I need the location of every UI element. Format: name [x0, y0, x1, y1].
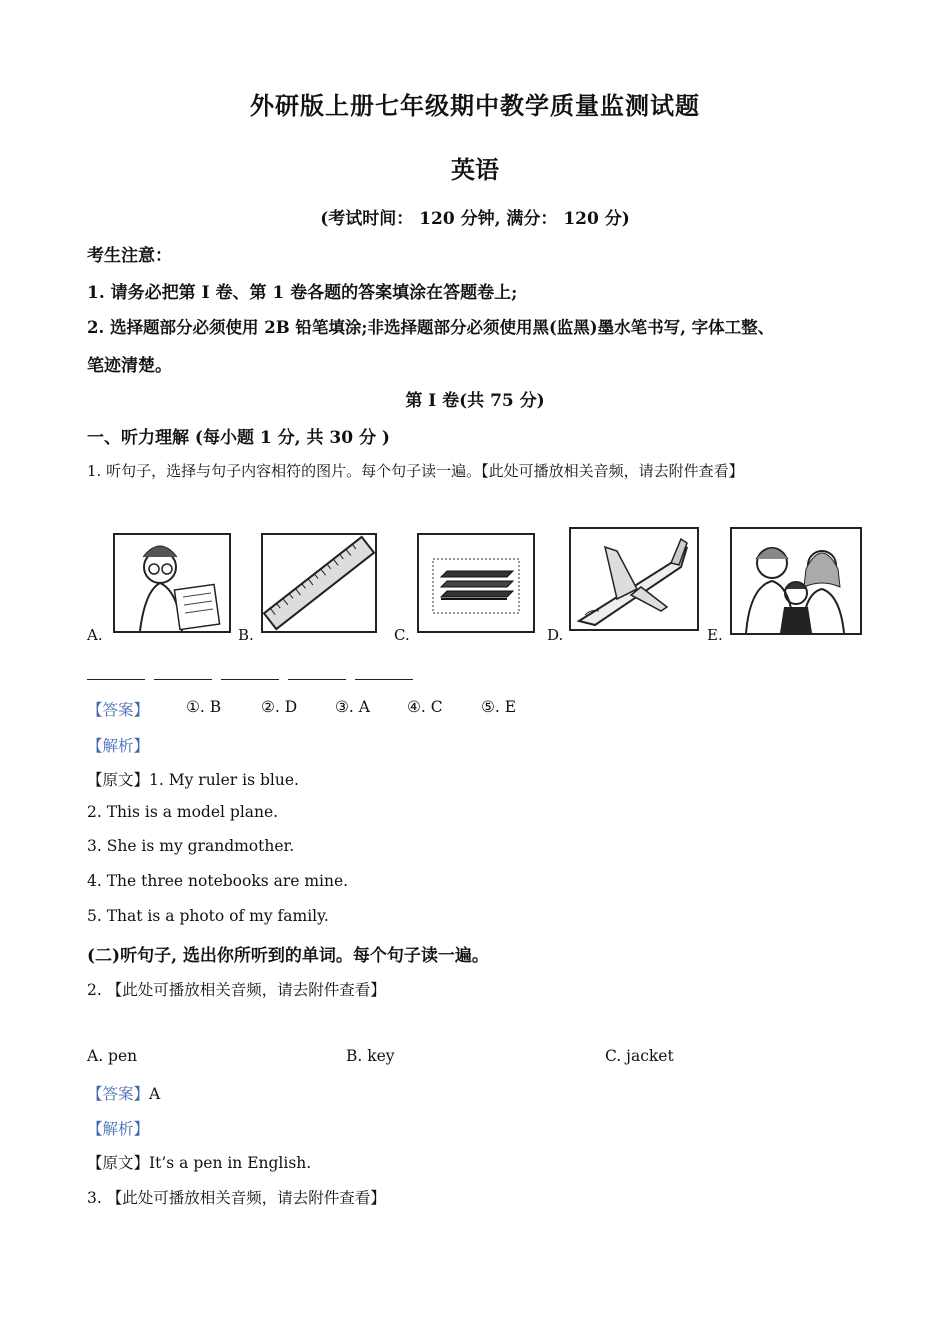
notice-item-2: 2. 选择题部分必须使用 2B 铅笔填涂;非选择题部分必须使用黑(监黑)墨水笔书写, 字体工整、: [87, 318, 775, 337]
notice-heading: 考生注意：: [87, 246, 172, 266]
q1-source-line-1: [87, 768, 299, 790]
option-e-label: E.: [707, 626, 723, 644]
answer-blank-4[interactable]: [288, 679, 346, 680]
q1-source-line-3: 3. She is my grandmother.: [87, 837, 295, 855]
q1-source-line-2: 2. This is a model plane.: [87, 803, 279, 821]
section2-heading: (二)听句子, 选出你所听到的单词。每个句子读一遍。: [87, 946, 489, 966]
q2-analysis-tag: 【解析】: [87, 1120, 150, 1138]
q2-option-c[interactable]: C. jacket: [605, 1047, 674, 1065]
q2-source-tag: 【原文】: [87, 1154, 150, 1172]
q2-option-b[interactable]: B. key: [346, 1047, 395, 1065]
answer-blank-1[interactable]: [87, 679, 145, 680]
exam-info: (考试时间： 120 分钟, 满分： 120 分): [320, 209, 630, 229]
grandmother-reading-picture: [113, 533, 231, 633]
q1-source-line-4: 4. The three notebooks are mine.: [87, 872, 349, 890]
answer-blank-2[interactable]: [154, 679, 212, 680]
q2-source: [87, 1151, 311, 1173]
notice-item-2-cont: 笔迹清楚。: [87, 356, 172, 376]
q1-answer-3: ③. A: [335, 698, 370, 716]
q1-answer-4: ④. C: [407, 698, 443, 716]
q1-analysis-tag: 【解析】: [87, 737, 150, 755]
family-photo-picture: [730, 527, 862, 635]
q2-answer-tag: 【答案】: [87, 1085, 150, 1103]
notebooks-picture: [417, 533, 535, 633]
q1-source-line-5: 5. That is a photo of my family.: [87, 907, 329, 925]
q2-source-text: It’s a pen in English.: [149, 1154, 312, 1172]
model-plane-picture: [569, 527, 699, 631]
notice-item-1: 1. 请务必把第 I 卷、第 1 卷各题的答案填涂在答题卷上;: [87, 283, 518, 303]
q1-source-tag: 【原文】: [87, 771, 150, 789]
exam-title: 外研版上册七年级期中教学质量监测试题: [250, 91, 700, 120]
option-a-label: A.: [87, 626, 103, 644]
option-b-label: B.: [238, 626, 254, 644]
q1-source-text-1: 1. My ruler is blue.: [149, 771, 299, 789]
section1-heading: 一、听力理解 (每小题 1 分, 共 30 分 ): [87, 428, 390, 448]
q3-prompt: 3. 【此处可播放相关音频，请去附件查看】: [87, 1189, 386, 1207]
q1-answer-tag: 【答案】: [87, 701, 150, 719]
q2-answer-value: A: [149, 1085, 161, 1103]
q1-answer-5: ⑤. E: [481, 698, 517, 716]
volume-heading: 第 I 卷(共 75 分): [405, 391, 545, 411]
q1-answer-1: ①. B: [186, 698, 222, 716]
option-c-label: C.: [394, 626, 410, 644]
q1-prompt: 1. 听句子，选择与句子内容相符的图片。每个句子读一遍。【此处可播放相关音频，请去附件查看】: [87, 462, 744, 480]
q2-option-a[interactable]: A. pen: [87, 1047, 138, 1065]
ruler-picture: [261, 533, 377, 633]
q2-prompt: 2. 【此处可播放相关音频，请去附件查看】: [87, 981, 386, 999]
q1-answer-2: ②. D: [261, 698, 298, 716]
answer-blank-3[interactable]: [221, 679, 279, 680]
q2-answer: [87, 1082, 160, 1104]
answer-blank-5[interactable]: [355, 679, 413, 680]
option-d-label: D.: [547, 626, 564, 644]
subject-title: 英语: [451, 155, 499, 184]
